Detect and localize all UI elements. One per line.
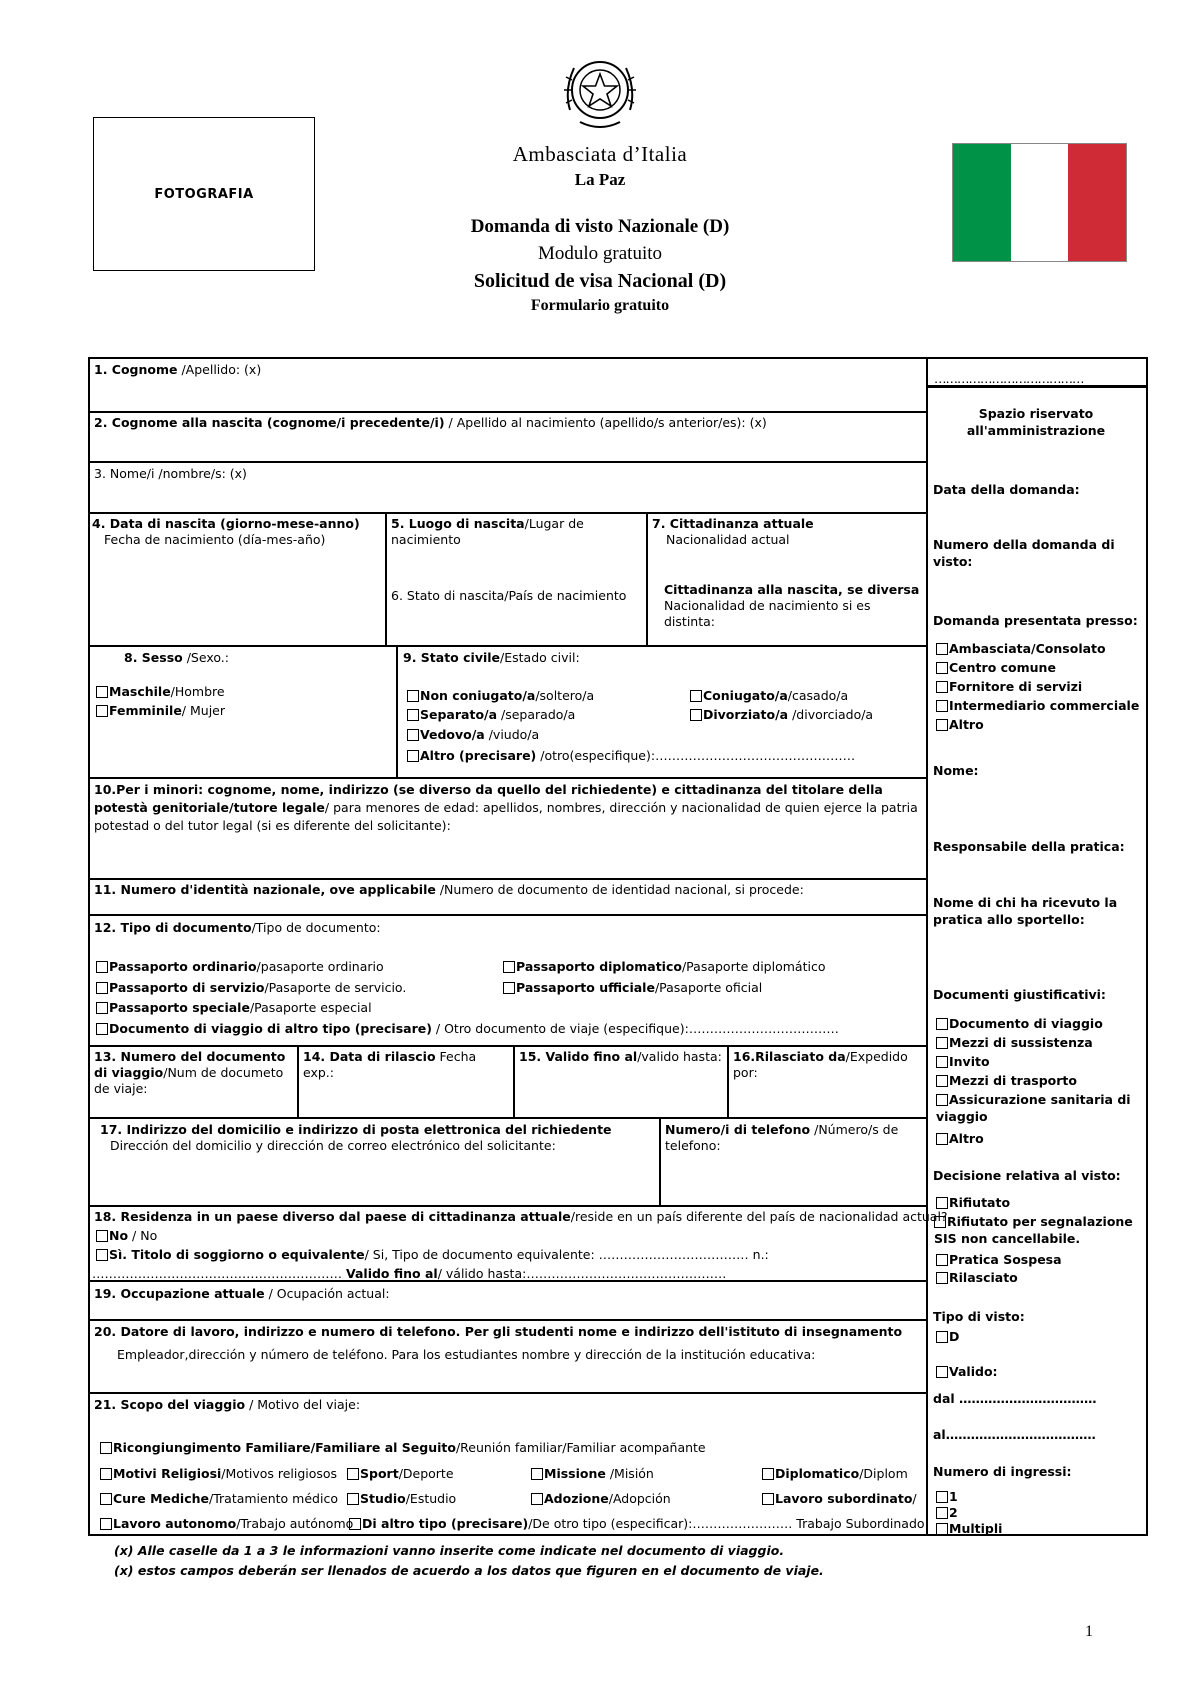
checkbox[interactable] <box>96 686 108 698</box>
checkbox[interactable] <box>936 1056 948 1068</box>
checkbox[interactable] <box>96 982 108 994</box>
docs-invitation-option[interactable]: Invito <box>936 1053 990 1070</box>
field-3-names[interactable]: 3. Nome/i /nombre/s: (x) <box>94 466 247 481</box>
purpose-study-option[interactable]: Studio/Estudio <box>347 1491 456 1507</box>
sex-male-option[interactable]: Maschile/Hombre <box>96 684 225 700</box>
docs-transport-option[interactable]: Mezzi di trasporto <box>936 1072 1077 1089</box>
checkbox[interactable] <box>936 1094 948 1106</box>
checkbox[interactable] <box>936 662 948 674</box>
checkbox[interactable] <box>96 1002 108 1014</box>
checkbox[interactable] <box>407 690 419 702</box>
field-20-employer-es: Empleador,dirección y número de teléfono. Para los estudiantes nombre y dirección de la institución educativa: <box>117 1347 816 1362</box>
checkbox[interactable] <box>96 1230 108 1242</box>
purpose-sport-option[interactable]: Sport/Deporte <box>347 1466 454 1482</box>
checkbox[interactable] <box>936 1037 948 1049</box>
checkbox[interactable] <box>936 1491 948 1503</box>
checkbox[interactable] <box>936 1075 948 1087</box>
sex-female-option[interactable]: Femminile/ Mujer <box>96 703 225 719</box>
embassy-name: Ambasciata d’Italia <box>512 142 688 166</box>
field-12-document-type: 12. Tipo di documento/Tipo de documento: <box>94 920 381 935</box>
purpose-mission-option[interactable]: Missione /Misión <box>531 1466 654 1482</box>
field-19-occupation[interactable]: 19. Occupazione attuale / Ocupación actual: <box>94 1286 390 1301</box>
sidebar-entries: Numero di ingressi: <box>933 1464 1072 1479</box>
civil-widowed-option[interactable]: Vedovo/a /viudo/a <box>407 727 539 743</box>
checkbox[interactable] <box>531 1493 543 1505</box>
decision-suspended-option[interactable]: Pratica Sospesa <box>936 1251 1062 1268</box>
doc-ordinary-option[interactable]: Passaporto ordinario/pasaporte ordinario <box>96 959 384 975</box>
checkbox[interactable] <box>96 961 108 973</box>
doc-special-option[interactable]: Passaporto speciale/Pasaporte especial <box>96 1000 372 1016</box>
presented-intermediary-option[interactable]: Intermediario commerciale <box>936 697 1139 714</box>
presented-embassy-option[interactable]: Ambasciata/Consolato <box>936 640 1106 657</box>
field-11-national-id[interactable]: 11. Numero d'identità nazionale, ove applicabile /Numero de documento de identidad nacional, si procede: <box>94 882 804 897</box>
checkbox[interactable] <box>762 1493 774 1505</box>
docs-means-option[interactable]: Mezzi di sussistenza <box>936 1034 1093 1051</box>
presented-other-option[interactable]: Altro <box>936 716 984 733</box>
civil-divorced-option[interactable]: Divorziato/a /divorciado/a <box>690 707 873 723</box>
form-subtitle-it: Modulo gratuito <box>537 243 663 264</box>
checkbox[interactable] <box>936 1331 948 1343</box>
checkbox[interactable] <box>936 681 948 693</box>
sidebar-received-by[interactable]: Nome di chi ha ricevuto la pratica allo sportello: <box>933 895 1118 927</box>
residence-no-option[interactable]: No / No <box>96 1228 157 1244</box>
doc-diplomatic-option[interactable]: Passaporto diplomatico/Pasaporte diplomático <box>503 959 825 975</box>
form-subtitle-es: Formulario gratuito <box>530 297 670 314</box>
presented-service-provider-option[interactable]: Fornitore di servizi <box>936 678 1082 695</box>
purpose-self-employed-option[interactable]: Lavoro autonomo/Trabajo autónomo <box>100 1516 353 1532</box>
checkbox[interactable] <box>349 1518 361 1530</box>
residence-valid-line[interactable]: …………………………………………………… Valido fino al/ válido hasta:………………………………………… <box>92 1266 727 1281</box>
civil-separated-option[interactable]: Separato/a /separado/a <box>407 707 575 723</box>
checkbox[interactable] <box>503 961 515 973</box>
checkbox[interactable] <box>936 1366 948 1378</box>
form-title-it: Domanda di visto Nazionale (D) <box>470 216 730 237</box>
decision-refused-sis-option[interactable]: Rifiutato per segnalazione SIS non cancellabile. <box>934 1214 1133 1246</box>
field-21-purpose: 21. Scopo del viaggio / Motivo del viaje: <box>94 1397 361 1412</box>
docs-insurance-option[interactable]: Assicurazione sanitaria di viaggio <box>936 1092 1131 1124</box>
emblem-icon <box>560 50 640 136</box>
field-17-phone[interactable]: Numero/i di telefono /Número/s de telefono: <box>665 1122 899 1153</box>
checkbox[interactable] <box>531 1468 543 1480</box>
entries-2-option[interactable]: 2 <box>936 1505 958 1521</box>
checkbox[interactable] <box>407 729 419 741</box>
checkbox[interactable] <box>96 1023 108 1035</box>
checkbox[interactable] <box>936 643 948 655</box>
checkbox[interactable] <box>407 709 419 721</box>
docs-travel-document-option[interactable]: Documento di viaggio <box>936 1015 1103 1032</box>
visa-type-d-option[interactable]: D <box>936 1328 959 1345</box>
purpose-diplomatic-option[interactable]: Diplomatico/Diplom <box>762 1466 908 1482</box>
sidebar-application-number[interactable]: Numero della domanda di visto: <box>933 537 1115 569</box>
checkbox[interactable] <box>936 1507 948 1519</box>
entries-1-option[interactable]: 1 <box>936 1489 958 1505</box>
civil-single-option[interactable]: Non coniugato/a/soltero/a <box>407 688 594 704</box>
field-7-nationality[interactable]: 7. Cittadinanza attuale Nacionalidad actual <box>652 516 814 547</box>
footnote-es: (x) estos campos deberán ser llenados de acuerdo a los datos que figuren en el documento de viaje. <box>114 1563 824 1578</box>
checkbox[interactable] <box>407 750 419 762</box>
field-5-birth-place[interactable]: 5. Luogo di nascita/Lugar de nacimiento <box>391 516 584 547</box>
field-2-birth-surname[interactable]: 2. Cognome alla nascita (cognome/i precedente/i) / Apellido al nacimiento (apellido/s anterior/es): (x) <box>94 415 767 430</box>
italian-flag-icon <box>952 143 1127 262</box>
checkbox[interactable] <box>762 1468 774 1480</box>
doc-service-option[interactable]: Passaporto di servizio/Pasaporte de servicio. <box>96 980 406 996</box>
checkbox[interactable] <box>936 700 948 712</box>
sidebar-application-date[interactable]: Data della domanda: <box>933 482 1080 497</box>
checkbox[interactable] <box>936 1523 948 1535</box>
field-20-employer[interactable]: 20. Datore di lavoro, indirizzo e numero di telefono. Per gli studenti nome e indirizzo dell'istituto di insegnamento <box>94 1324 903 1339</box>
sidebar-reserved: Spazio riservato all'amministrazione <box>966 406 1106 438</box>
visa-valid-from[interactable]: dal …………………………… <box>933 1391 1097 1406</box>
checkbox[interactable] <box>690 690 702 702</box>
field-16-issued-by[interactable]: 16.Rilasciato da/Expedido por: <box>733 1049 908 1080</box>
checkbox[interactable] <box>347 1493 359 1505</box>
form-title-es: Solicitud de visa Nacional (D) <box>473 270 727 292</box>
checkbox[interactable] <box>347 1468 359 1480</box>
embassy-city: La Paz <box>574 170 626 189</box>
visa-valid-option[interactable]: Valido: <box>936 1363 998 1380</box>
civil-married-option[interactable]: Coniugato/a/casado/a <box>690 688 848 704</box>
purpose-medical-option[interactable]: Cure Mediche/Tratamiento médico <box>100 1491 338 1507</box>
field-14-issue-date[interactable]: 14. Data di rilascio Fecha exp.: <box>303 1049 477 1080</box>
checkbox[interactable] <box>936 1254 948 1266</box>
sidebar-visa-type: Tipo di visto: <box>933 1309 1025 1324</box>
field-6-birth-country[interactable]: 6. Stato di nascita/País de nacimiento <box>391 588 627 603</box>
purpose-adoption-option[interactable]: Adozione/Adopción <box>531 1491 671 1507</box>
field-1-surname[interactable]: 1. Cognome /Apellido: (x) <box>94 362 262 377</box>
sidebar-decision: Decisione relativa al visto: <box>933 1168 1121 1183</box>
decision-issued-option[interactable]: Rilasciato <box>936 1269 1018 1286</box>
field-13-document-number[interactable]: 13. Numero del documento di viaggio/Num de documeto de viaje: <box>94 1049 286 1096</box>
purpose-employed-option[interactable]: Lavoro subordinato/ <box>762 1491 917 1507</box>
field-10-minors[interactable]: 10.Per i minori: cognome, nome, indirizzo (se diverso da quello del richiedente) e cittadinanza del titolare della potestà genitoriale/tutore legale/ para menores de edad: apellidos, nombres, dirección y nacionalidad de quien ejerce la patria potestad o del tutor legal (si es diferente del solicitante): <box>94 782 918 833</box>
sidebar-responsible[interactable]: Responsabile della pratica: <box>933 839 1125 854</box>
purpose-family-option[interactable]: Ricongiungimento Familiare/Familiare al Seguito/Reunión familiar/Familiar acompañante <box>100 1440 706 1456</box>
sidebar-name[interactable]: Nome: <box>933 763 979 778</box>
checkbox[interactable] <box>100 1442 112 1454</box>
field-7-birth-nationality[interactable]: Cittadinanza alla nascita, se diversa Nacionalidad de nacimiento si es distinta: <box>664 582 920 629</box>
checkbox[interactable] <box>936 1018 948 1030</box>
decision-refused-option[interactable]: Rifiutato <box>936 1194 1010 1211</box>
purpose-religious-option[interactable]: Motivi Religiosi/Motivos religiosos <box>100 1466 337 1482</box>
checkbox[interactable] <box>100 1493 112 1505</box>
checkbox[interactable] <box>690 709 702 721</box>
doc-official-option[interactable]: Passaporto ufficiale/Pasaporte oficial <box>503 980 762 996</box>
checkbox[interactable] <box>100 1518 112 1530</box>
checkbox[interactable] <box>936 1197 948 1209</box>
sidebar-top-dots: ………………………………… <box>934 371 1084 386</box>
docs-other-option[interactable]: Altro <box>936 1130 984 1147</box>
civil-other-option[interactable]: Altro (precisare) /otro(especifique):………………………………………… <box>407 748 855 764</box>
visa-valid-to[interactable]: al……………………………… <box>933 1427 1096 1442</box>
checkbox[interactable] <box>96 1249 108 1261</box>
photo-label: FOTOGRAFIA <box>154 186 254 202</box>
field-9-civil-status: 9. Stato civile/Estado civil: <box>403 650 580 665</box>
checkbox[interactable] <box>936 1133 948 1145</box>
field-4-birth-date[interactable]: 4. Data di nascita (giorno-mese-anno) Fecha de nacimiento (día-mes-año) <box>92 516 360 547</box>
checkbox[interactable] <box>936 1272 948 1284</box>
checkbox[interactable] <box>96 705 108 717</box>
purpose-other-option[interactable]: Di altro tipo (precisare)/De otro tipo (especificar):…………………… Trabajo Subordinado <box>349 1516 925 1532</box>
doc-other-option[interactable]: Documento di viaggio di altro tipo (precisare) / Otro documento de viaje (especifique):……………………………… <box>96 1021 839 1037</box>
field-8-sex: 8. Sesso /Sexo.: <box>124 650 229 665</box>
field-15-valid-until[interactable]: 15. Valido fino al/valido hasta: <box>519 1049 722 1064</box>
residence-yes-option[interactable]: Sì. Titolo di soggiorno o equivalente/ Si, Tipo de documento equivalente: ……………………………… n.: <box>96 1247 769 1263</box>
checkbox[interactable] <box>936 719 948 731</box>
entries-multiple-option[interactable]: Multipli <box>936 1521 1002 1537</box>
page-number: 1 <box>1085 1623 1093 1640</box>
sidebar-presented-at: Domanda presentata presso: <box>933 613 1138 628</box>
sidebar-supporting-docs: Documenti giustificativi: <box>933 987 1106 1002</box>
field-18-residence: 18. Residenza in un paese diverso dal paese di cittadinanza attuale/reside en un país diferente del país de nacionalidad actual? <box>94 1209 948 1224</box>
footnote-it: (x) Alle caselle da 1 a 3 le informazioni vanno inserite come indicate nel documento di viaggio. <box>114 1543 785 1558</box>
checkbox[interactable] <box>934 1216 946 1228</box>
field-17-address[interactable]: 17. Indirizzo del domicilio e indirizzo di posta elettronica del richiedente Dirección del domicilio y dirección de correo electrónico del solicitante: <box>100 1122 612 1153</box>
checkbox[interactable] <box>503 982 515 994</box>
checkbox[interactable] <box>100 1468 112 1480</box>
presented-common-center-option[interactable]: Centro comune <box>936 659 1056 676</box>
